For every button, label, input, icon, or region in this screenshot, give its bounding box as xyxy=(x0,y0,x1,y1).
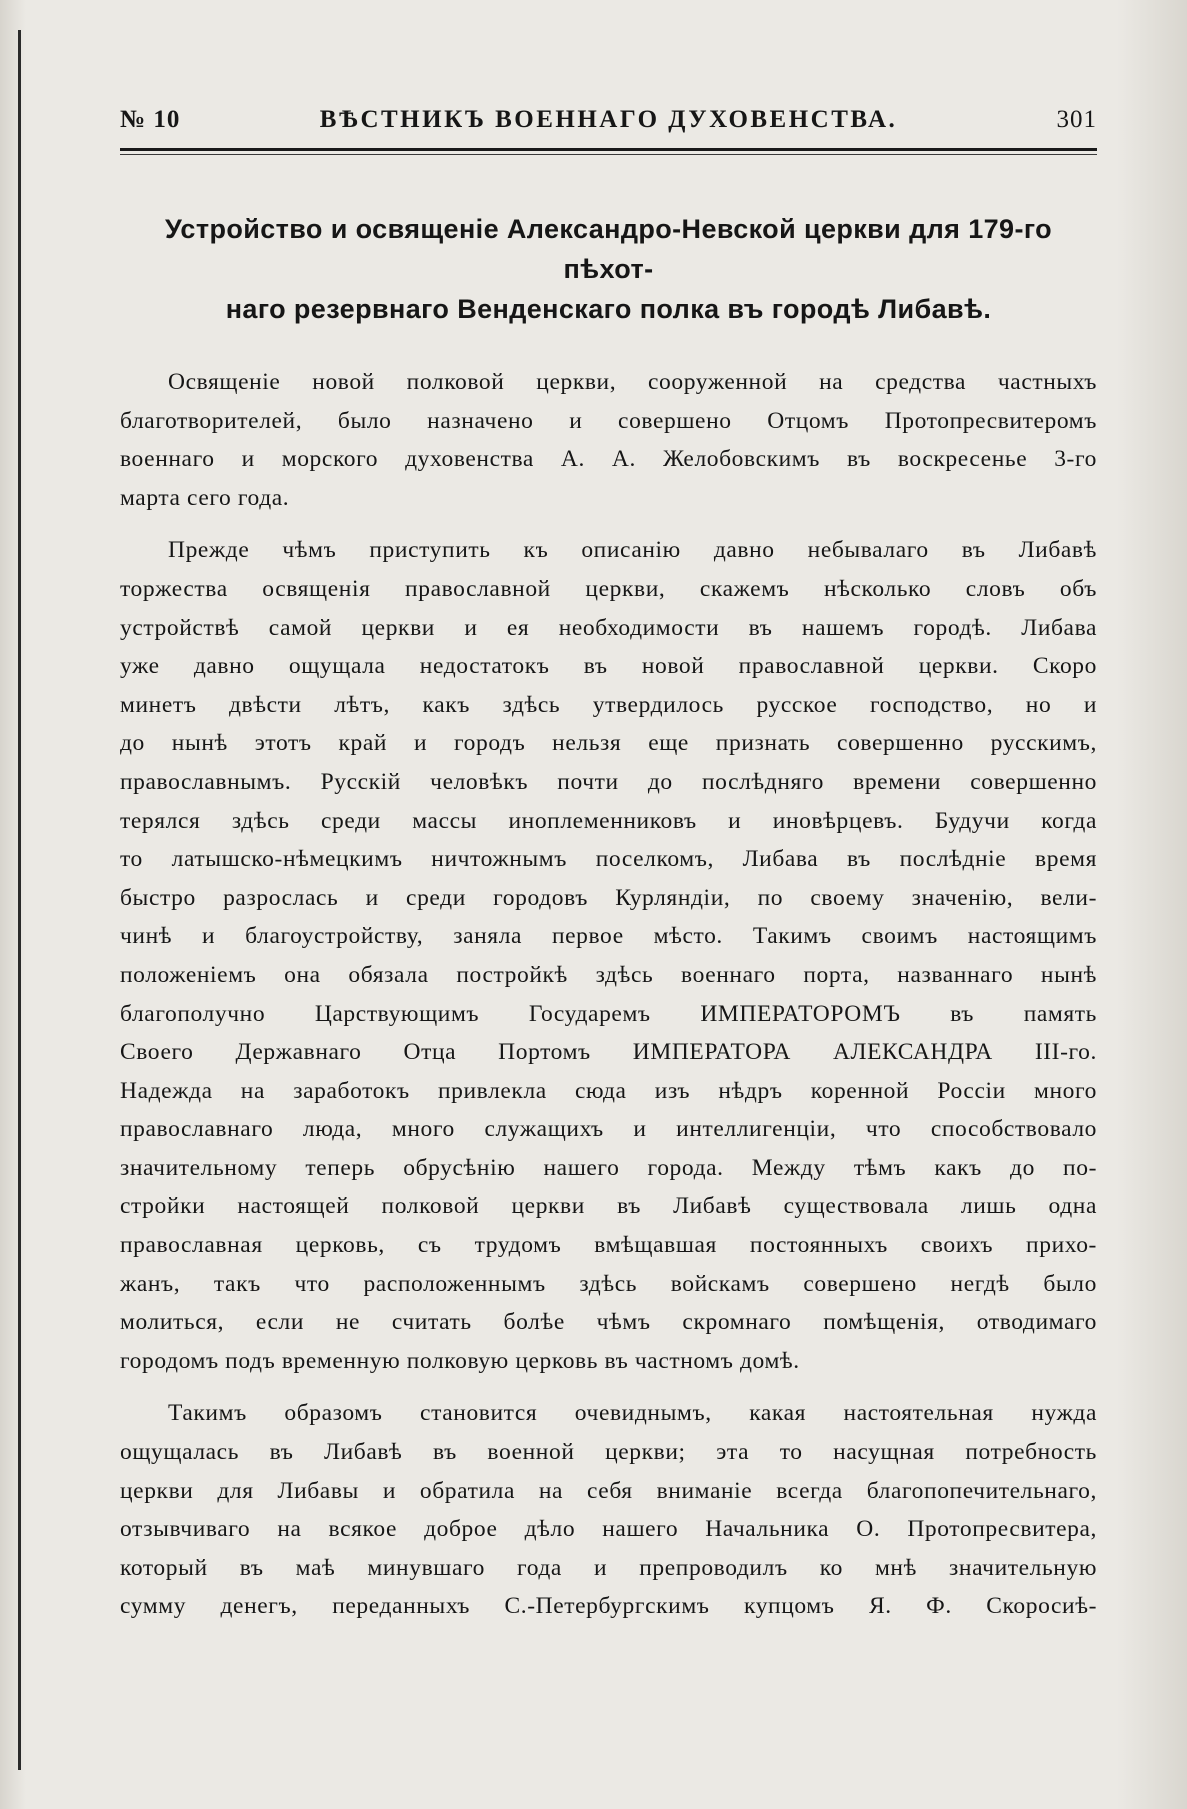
page xyxy=(120,100,1097,1640)
binding-margin-line xyxy=(18,30,21,1770)
journal-title: ВѢСТНИКЪ ВОЕННАГО ДУХОВЕНСТВА. xyxy=(319,106,898,133)
paragraph xyxy=(120,1394,1097,1626)
text-line: благотворителей, было назначено и совершено Отцомъ Протопресвитеромъ xyxy=(120,407,1097,434)
text-line: Освященіе новой полковой церкви, сооруженной на средства частныхъ xyxy=(168,369,1097,395)
scan-edge xyxy=(0,0,26,1809)
text-line: до нынѣ этотъ край и городъ нельзя еще признать совершенно русскимъ, xyxy=(120,730,1097,757)
text-line: ощущалась въ Либавѣ въ военной церкви; эта то насущная потребность xyxy=(120,1439,1097,1466)
header-rule-thin xyxy=(120,154,1097,155)
text-line: жанъ, такъ что расположеннымъ здѣсь войскамъ совершено негдѣ было xyxy=(120,1270,1097,1297)
text-line: церкви для Либавы и обратила на себя вниманіе всегда благопопечительнаго, xyxy=(120,1477,1097,1504)
article-title-line: наго резервнаго Венденскаго полка въ городѣ Либавѣ. xyxy=(225,294,992,324)
text-line: чинѣ и благоустройству, заняла первое мѣсто. Такимъ своимъ настоящимъ xyxy=(120,923,1097,950)
text-line: православная церковь, съ трудомъ вмѣщавшая постоянныхъ своихъ прихо- xyxy=(120,1232,1097,1259)
page-number: 301 xyxy=(1056,106,1097,133)
text-line: благополучно Царствующимъ Государемъ ИМПЕРАТОРОМЪ въ память xyxy=(120,1000,1097,1027)
text-line: стройки настоящей полковой церкви въ Либавѣ существовала лишь одна xyxy=(120,1193,1097,1220)
text-line: Надежда на заработокъ привлекла сюда изъ нѣдръ коренной Россіи много xyxy=(120,1077,1097,1104)
text-line: православнымъ. Русскій человѣкъ почти до послѣдняго времени совершенно xyxy=(120,768,1097,795)
text-line: Такимъ образомъ становится очевиднымъ, какая настоятельная нужда xyxy=(168,1400,1097,1427)
paragraph xyxy=(120,531,1097,1380)
running-head xyxy=(120,100,1097,144)
text-line: уже давно ощущала недостатокъ въ новой православной церкви. Скоро xyxy=(120,653,1097,680)
text-line: который въ маѣ минувшаго года и препроводилъ ко мнѣ значительную xyxy=(120,1554,1097,1581)
issue-number: № 10 xyxy=(120,106,181,133)
text-line: городомъ подъ временную полковую церковь въ частномъ домѣ. xyxy=(120,1347,800,1374)
text-line: устройствѣ самой церкви и ея необходимости въ нашемъ городѣ. Либава xyxy=(120,614,1097,641)
text-line: сумму денегъ, переданныхъ С.-Петербургскимъ купцомъ Я. Ф. Скоросиѣ- xyxy=(120,1593,1097,1620)
text-line: молиться, если не считать болѣе чѣмъ скромнаго помѣщенія, отводимаго xyxy=(120,1309,1097,1336)
paragraph xyxy=(120,363,1097,517)
text-line: быстро разрослась и среди городовъ Курляндіи, по своему значенію, вели- xyxy=(120,884,1097,911)
text-line: отзывчиваго на всякое доброе дѣло нашего Начальника О. Протопресвитера, xyxy=(120,1516,1097,1543)
text-line: марта сего года. xyxy=(120,484,290,511)
text-line: положеніемъ она обязала постройкѣ здѣсь военнаго порта, названнаго нынѣ xyxy=(120,961,1097,988)
article-title xyxy=(120,209,1097,329)
text-line: минетъ двѣсти лѣтъ, какъ здѣсь утвердилось русское господство, но и xyxy=(120,691,1097,718)
text-line: значительному теперь обрусѣнію нашего города. Между тѣмъ какъ до по- xyxy=(120,1154,1097,1181)
text-line: Своего Державнаго Отца Портомъ ИМПЕРАТОРА АЛЕКСАНДРА III-го. xyxy=(120,1039,1097,1066)
text-line: православнаго люда, много служащихъ и интеллигенціи, что способствовало xyxy=(120,1116,1097,1143)
text-line: терялся здѣсь среди массы иноплеменниковъ и иновѣрцевъ. Будучи когда xyxy=(120,807,1097,834)
text-line: военнаго и морского духовенства А. А. Желобовскимъ въ воскресенье 3-го xyxy=(120,446,1097,473)
scan-shade xyxy=(1117,0,1187,1809)
article-title-line: Устройство и освященіе Александро-Невской церкви для 179-го пѣхот- xyxy=(164,214,1053,284)
text-line: торжества освященія православной церкви, скажемъ нѣсколько словъ объ xyxy=(120,575,1097,602)
article-body xyxy=(120,363,1097,1626)
text-line: Прежде чѣмъ приступить къ описанію давно небывалаго въ Либавѣ xyxy=(168,537,1097,564)
text-line: то латышско-нѣмецкимъ ничтожнымъ поселкомъ, Либава въ послѣдніе время xyxy=(120,846,1097,873)
header-rule xyxy=(120,148,1097,151)
